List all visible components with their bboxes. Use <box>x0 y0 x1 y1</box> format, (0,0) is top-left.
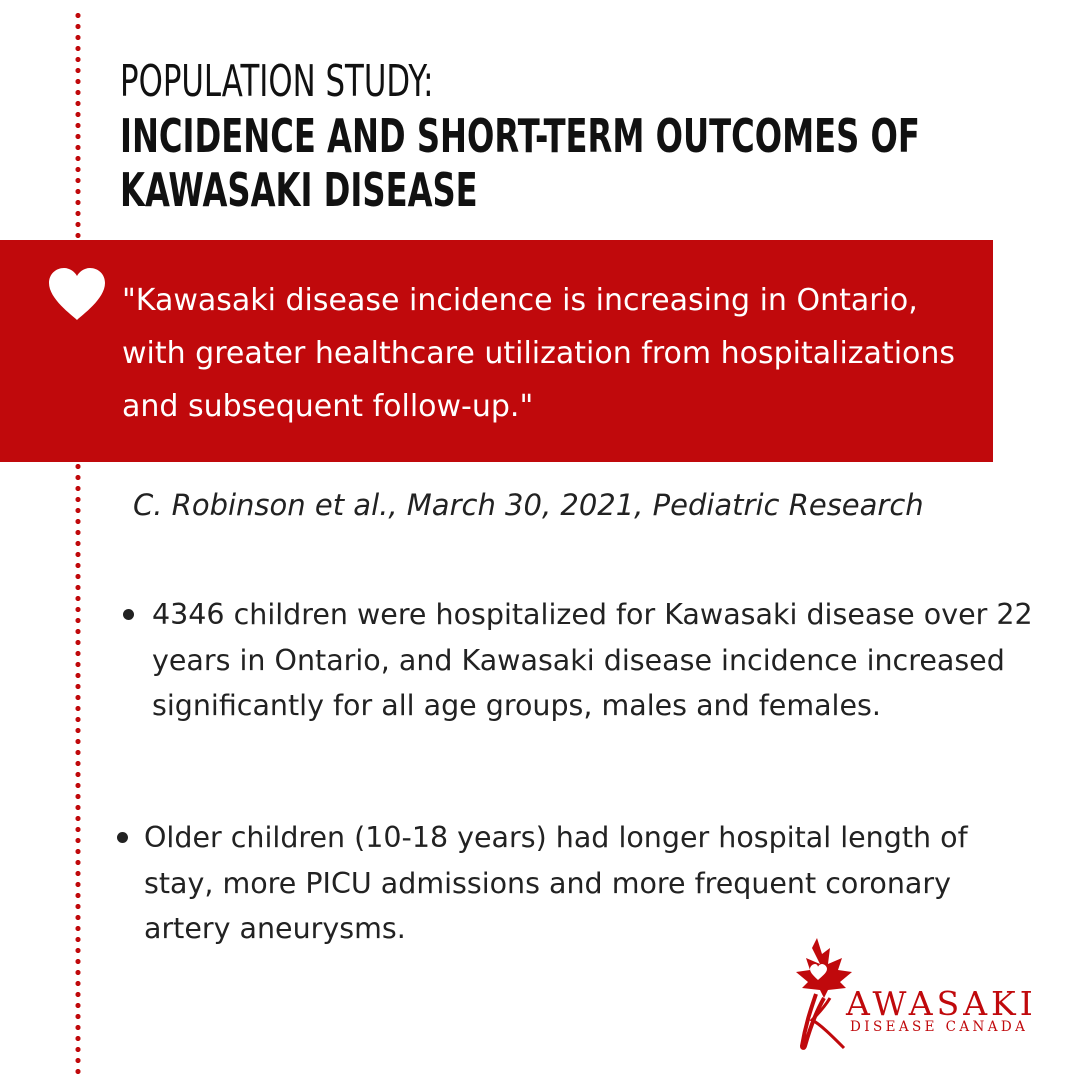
list-item-text: 4346 children were hospitalized for Kawasaki disease over 22 years in Ontario, and Kawasaki disease incidence increased significantly for all age groups, males and females. <box>152 598 1033 722</box>
dotted-border-line <box>74 10 82 1076</box>
list-item <box>144 815 1044 952</box>
bullet-dot <box>117 832 128 843</box>
title-line-3: KAWASAKI DISEASE <box>120 163 478 217</box>
logo-wordmark: AWASAKI <box>846 984 1037 1023</box>
title-line-2: INCIDENCE AND SHORT-TERM OUTCOMES OF <box>120 109 920 163</box>
logo-subtitle: DISEASE CANADA <box>850 1019 1029 1035</box>
citation: C. Robinson et al., March 30, 2021, Pediatric Research <box>133 488 924 522</box>
title-line-1: POPULATION STUDY: <box>120 56 434 107</box>
quote-text: "Kawasaki disease incidence is increasing in Ontario, with greater healthcare utilization from hospitalizations and subsequent follow-up." <box>122 283 956 424</box>
heart-icon <box>46 266 108 322</box>
list-item <box>152 592 1042 729</box>
list-item-text: Older children (10-18 years) had longer hospital length of stay, more PICU admissions and more frequent coronary artery aneurysms. <box>144 821 968 945</box>
page-title <box>120 55 1020 217</box>
bullet-dot <box>123 609 134 620</box>
